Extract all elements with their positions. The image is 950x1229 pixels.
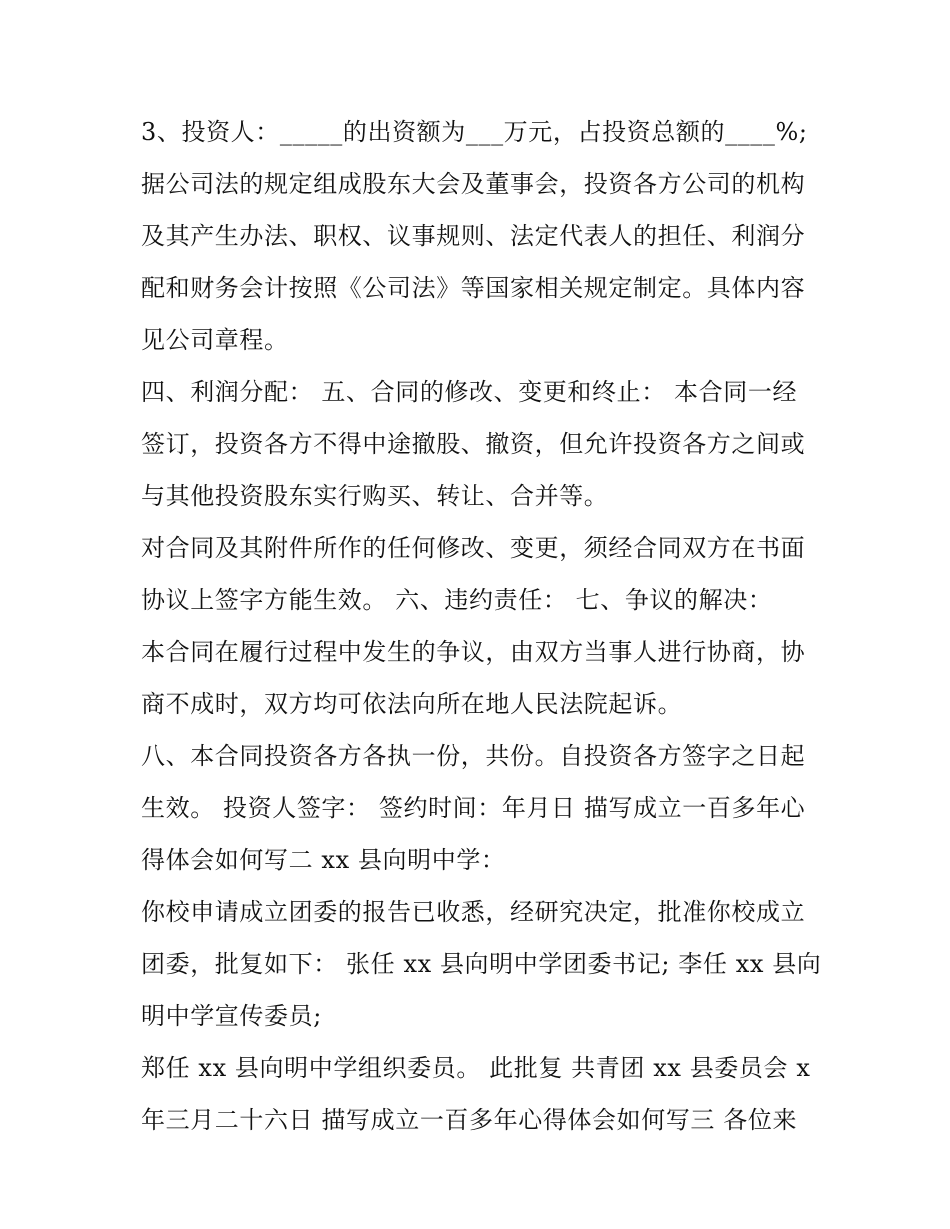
text-line: 据公司法的规定组成股东大会及董事会，投资各方公司的机构: [141, 170, 806, 198]
text-line: 你校申请成立团委的报告已收悉，经研究决定，批准你校成立: [141, 898, 806, 926]
text-line: 年三月二十六日 描写成立一百多年心得体会如何写三 各位来: [141, 1106, 798, 1134]
text-line: 3、投资人：_____的出资额为___万元，占投资总额的____%;: [141, 118, 808, 146]
text-line: 配和财务会计按照《公司法》等国家相关规定制定。具体内容: [141, 274, 806, 302]
text-line: 见公司章程。: [141, 326, 289, 354]
text-line: 郑任 xx 县向明中学组织委员。 此批复 共青团 xx 县委员会 x: [141, 1054, 811, 1082]
text-line: 团委，批复如下： 张任 xx 县向明中学团委书记; 李任 xx 县向: [141, 950, 822, 978]
text-line: 四、利润分配： 五、合同的修改、变更和终止： 本合同一经: [141, 378, 798, 406]
text-line: 本合同在履行过程中发生的争议，由双方当事人进行协商，协: [141, 638, 806, 666]
text-line: 生效。 投资人签字： 签约时间：年月日 描写成立一百多年心: [141, 794, 806, 822]
text-line: 对合同及其附件所作的任何修改、变更，须经合同双方在书面: [141, 534, 806, 562]
text-line: 协议上签字方能生效。 六、违约责任： 七、争议的解决：: [141, 586, 773, 614]
text-line: 商不成时，双方均可依法向所在地人民法院起诉。: [141, 690, 683, 718]
text-line: 明中学宣传委员;: [141, 1002, 322, 1030]
document-body: [141, 106, 821, 1146]
text-line: 及其产生办法、职权、议事规则、法定代表人的担任、利润分: [141, 222, 806, 250]
text-line: 与其他投资股东实行购买、转让、合并等。: [141, 482, 609, 510]
text-line: 得体会如何写二 xx 县向明中学：: [141, 846, 506, 874]
text-line: 八、本合同投资各方各执一份，共份。自投资各方签字之日起: [141, 742, 806, 770]
text-line: 签订，投资各方不得中途撤股、撤资，但允许投资各方之间或: [141, 430, 806, 458]
